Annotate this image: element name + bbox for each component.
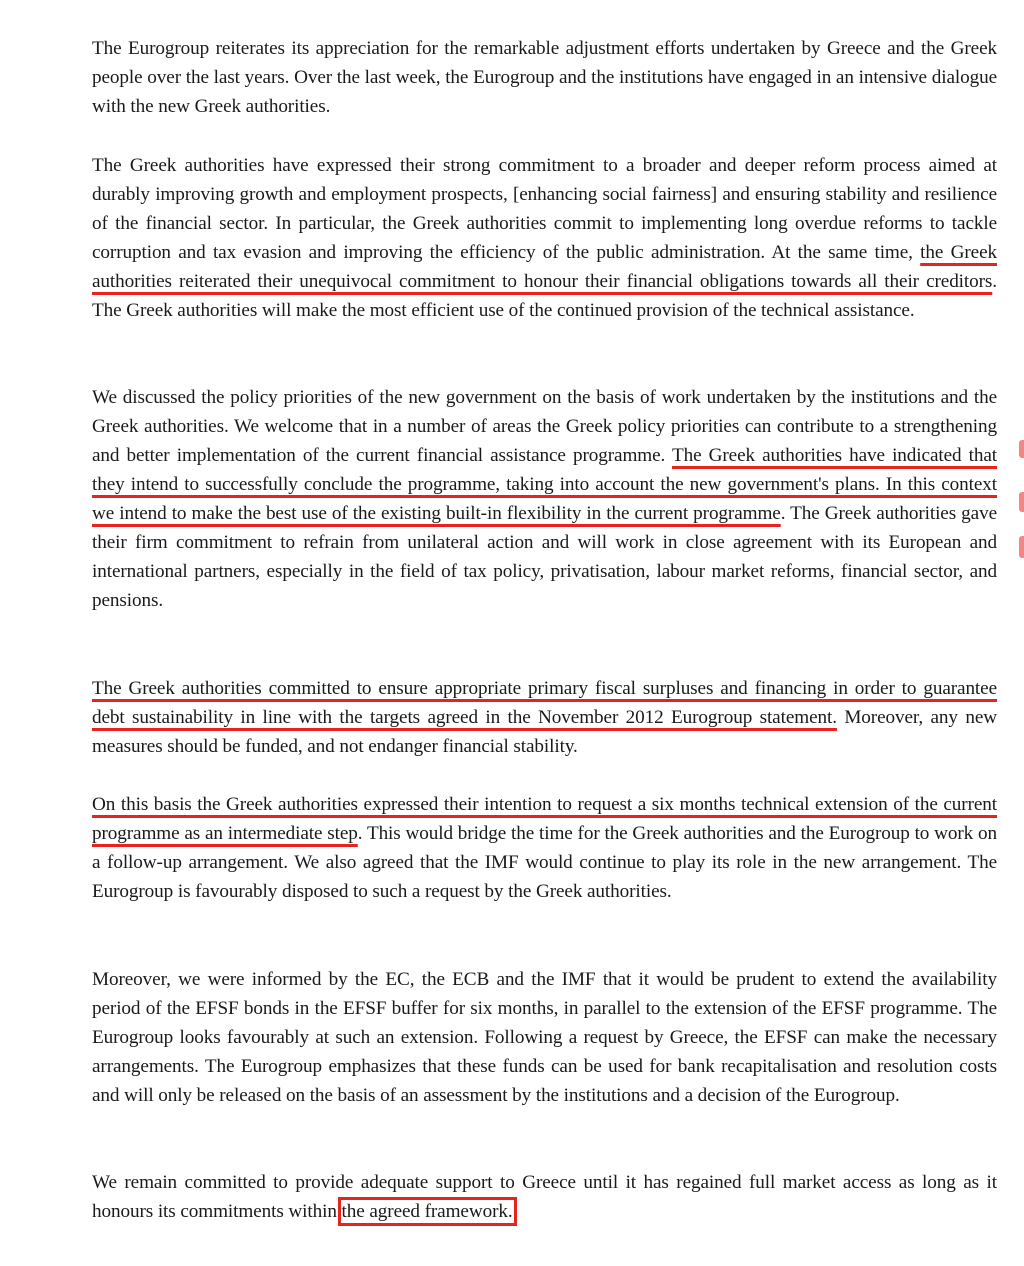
edge-mark [1019,440,1024,458]
paragraph-7 [92,1168,997,1226]
paragraph-2 [92,151,997,325]
text-segment: . The Greek authorities will make the most efficient use of the continued provision of the technical assistance. [92,271,997,321]
highlighted-passage: The Greek authorities have indicated that they intend to successfully conclude the programme, taking into account the new government's plans. In this context we intend to make the best use of the existing built-in flexibility in the current programme [92,445,997,524]
text-segment: . The Greek authorities gave their firm commitment to refrain from unilateral action and will work in close agreement with its European and international partners, especially in the field of tax policy, privatisation, labour market reforms, financial sector, and pensions. [92,503,997,611]
text-segment: The Eurogroup reiterates its appreciation for the remarkable adjustment efforts undertaken by Greece and the Greek people over the last years. Over the last week, the Eurogroup and the institutions have engaged in an intensive dialogue with the new Greek authorities. [92,38,997,117]
paragraph-5 [92,790,997,906]
edge-mark [1019,536,1024,558]
paragraph-6 [92,965,997,1110]
highlighted-passage: The Greek authorities committed to ensure appropriate primary fiscal surpluses and financing in order to guarantee debt sustainability in line with the targets agreed in the November 2012 Eurogroup statement. [92,678,997,728]
text-segment: We remain committed to provide adequate support to Greece until it has regained full market access as long as it honours its commitments within [92,1172,997,1222]
text-segment: Moreover, any new measures should be funded, and not endanger financial stability. [92,707,997,757]
highlighted-passage: On this basis the Greek authorities expressed their intention to request a six months technical extension of the current programme as an intermediate step [92,794,997,844]
page-edge-annotation-marks [1014,440,1024,570]
paragraph-1 [92,34,997,121]
text-segment: . This would bridge the time for the Greek authorities and the Eurogroup to work on a follow-up arrangement. We also agreed that the IMF would continue to play its role in the new arrangement. The Eurogroup is favourably disposed to such a request by the Greek authorities. [92,823,997,902]
text-segment: Moreover, we were informed by the EC, the ECB and the IMF that it would be prudent to extend the availability period of the EFSF bonds in the EFSF buffer for six months, in parallel to the extension of the EFSF programme. The Eurogroup looks favourably at such an extension. Following a request by Greece, the EFSF can make the necessary arrangements. The Eurogroup emphasizes that these funds can be used for bank recapitalisation and resolution costs and will only be released on the basis of an assessment by the institutions and a decision of the Eurogroup. [92,969,997,1106]
paragraph-3 [92,383,997,615]
edge-mark [1019,492,1024,512]
text-segment: We discussed the policy priorities of the new government on the basis of work undertaken by the institutions and the Greek authorities. We welcome that in a number of areas the Greek policy priorities can contribute to a strengthening and better implementation of the current financial assistance programme. [92,387,997,466]
paragraph-4 [92,674,997,761]
boxed-passage: the agreed framework. [341,1201,513,1222]
highlighted-passage: the Greek authorities reiterated their unequivocal commitment to honour their financial obligations towards all their creditors [92,242,997,292]
text-segment: The Greek authorities have expressed their strong commitment to a broader and deeper reform process aimed at durably improving growth and employment prospects, [enhancing social fairness] and ensuring stability and resilience of the financial sector. In particular, the Greek authorities commit to implementing long overdue reforms to tackle corruption and tax evasion and improving the efficiency of the public administration. At the same time, [92,155,997,263]
